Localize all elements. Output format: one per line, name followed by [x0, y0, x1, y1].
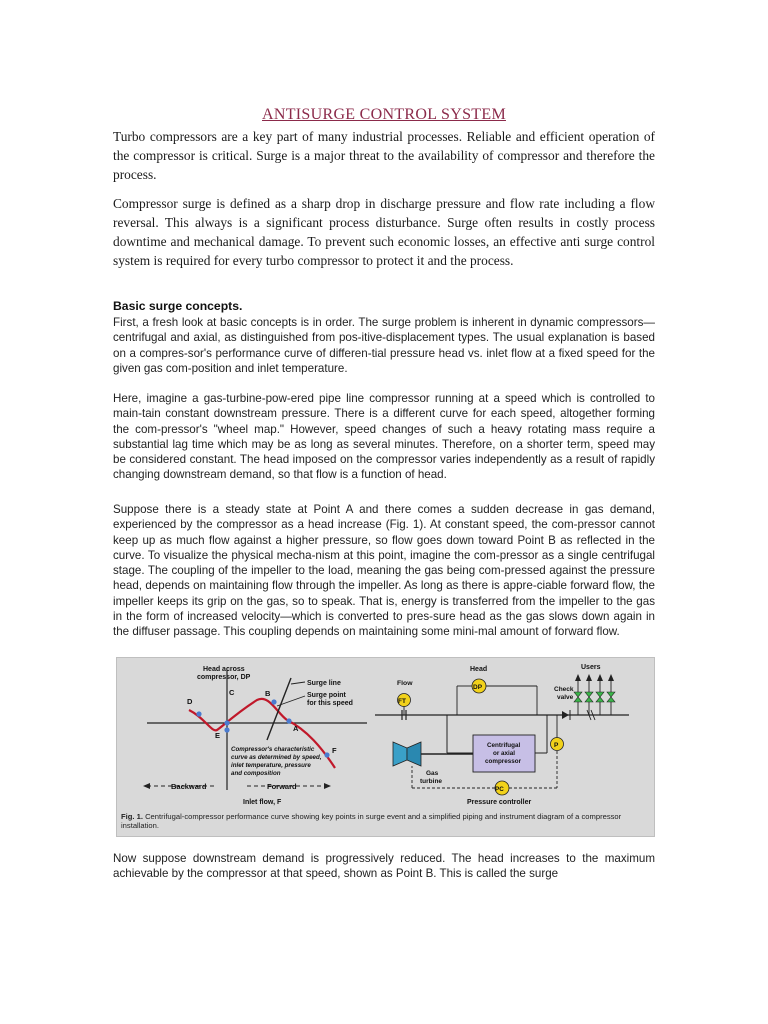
- ft-label: FT: [398, 698, 406, 705]
- point-b-label: B: [265, 689, 271, 698]
- point-e-marker: [224, 727, 229, 732]
- point-f-label: F: [332, 746, 337, 755]
- surge-point-label-2: for this speed: [307, 700, 353, 707]
- body-paragraph-2: Here, imagine a gas-turbine-pow-ered pipe line compressor running at a speed which is controlled to main-tain constant downstream pressure. There is a different curve for each speed, altogether forming the com-pressor's "wheel map." However, speed changes of such a heavy rotating mass require a substantial lag time which may be as long as several minutes. Therefore, on a shorter term, speed may be considered constant. The head imposed on the compressor varies independently as a result of rapidly changing downstream demand, so that flow is a function of head.: [113, 392, 655, 482]
- point-e-label: E: [215, 731, 221, 740]
- user-arrow-icon-3: [597, 674, 603, 681]
- gas-turbine-label-1: Gas: [426, 770, 439, 777]
- gas-turbine-icon: [393, 742, 407, 766]
- intro-paragraph-1: Turbo compressors are a key part of many industrial processes. Reliable and efficient operation of the compressor is critical. Surge is a major threat to the availability of compressor and therefore the process.: [113, 129, 655, 182]
- point-c-marker: [224, 720, 229, 725]
- p-label: P: [554, 742, 559, 749]
- check-valve-label-1: Check: [554, 686, 574, 693]
- user-valve-icon-3: [596, 692, 604, 702]
- gas-turbine-exhaust: [407, 742, 421, 766]
- y-axis-label-2: compressor, DP: [197, 674, 251, 681]
- surge-point-label-1: Surge point: [307, 692, 346, 699]
- forward-label: Forward: [267, 782, 297, 791]
- caption-label: Fig. 1.: [121, 812, 143, 821]
- backward-arrow-icon: [143, 783, 150, 789]
- check-valve-icon: [562, 711, 569, 719]
- users-label: Users: [581, 664, 601, 671]
- forward-arrow-icon: [324, 783, 331, 789]
- user-valve-icon-2: [585, 692, 593, 702]
- x-axis-label: Inlet flow, F: [243, 799, 282, 806]
- body-paragraph-3: Suppose there is a steady state at Point A and there comes a sudden decrease in gas demand, experienced by the compressor as a head increase (Fig. 1). At constant speed, the com-pressor cannot keep up as much flow against a higher pressure, so flow goes down toward Point B as reflected in the curve. To visualize the physical mecha-nism at this point, imagine the com-pressor as a single centrifugal stage. The coupling of the impeller to the load, meaning the gas being com-pressed against the pressure head, depends on maintaining flow through the impeller. As long as there is appre-ciable forward flow, the impeller keeps its grip on the gas, so to speak. That is, energy is transferred from the impeller to the gas in the form of increased velocity—which is converted to pres-sure head as the gas slows down again in the diffuser passage. This coupling depends on maintaining some mini-mal amount of forward flow.: [113, 503, 655, 639]
- piping-diagram-panel: [375, 664, 629, 806]
- point-b-marker: [271, 699, 276, 704]
- point-c-label: C: [229, 688, 235, 697]
- user-valve-icon-1: [574, 692, 582, 702]
- curve-note-3: inlet temperature, pressure: [231, 762, 311, 769]
- surge-point-leader: [277, 696, 305, 706]
- user-arrow-icon-4: [608, 674, 614, 681]
- document-title: ANTISURGE CONTROL SYSTEM: [262, 106, 506, 123]
- curve-note-2: curve as determined by speed,: [231, 754, 322, 761]
- surge-line-label: Surge line: [307, 680, 341, 687]
- curve-note-4: and composition: [231, 770, 281, 777]
- compressor-label-3: compressor: [485, 758, 522, 765]
- point-d-label: D: [187, 697, 193, 706]
- pc-label: PC: [495, 786, 504, 793]
- point-d-marker: [196, 711, 201, 716]
- surge-line-leader: [291, 682, 305, 684]
- figure-caption: [121, 813, 651, 831]
- user-valves: [574, 674, 615, 715]
- closing-paragraph: Now suppose downstream demand is progressively reduced. The head increases to the maximum achievable by the compressor at that speed, shown as Point B. This is called the surge: [113, 852, 655, 881]
- figure-diagram: [117, 658, 654, 836]
- user-valve-icon-4: [607, 692, 615, 702]
- dp-label: DP: [473, 684, 483, 691]
- curve-note-1: Compressor's characteristic: [231, 746, 315, 753]
- check-valve-label-2: valve: [557, 694, 574, 701]
- point-a-marker: [286, 718, 291, 723]
- caption-text: Centrifugal-compressor performance curve showing key points in surge event and a simplified piping and instrument diagram of a compressor installation.: [121, 812, 622, 830]
- user-arrow-icon-1: [575, 674, 581, 681]
- point-a-label: A: [293, 724, 299, 733]
- y-axis-label-1: Head across: [203, 666, 245, 673]
- user-arrow-icon-2: [586, 674, 592, 681]
- body-paragraph-1: First, a fresh look at basic concepts is in order. The surge problem is inherent in dynamic compressors—centrifugal and axial, as distinguished from pos-itive-displacement types. The usual explanation is based on a compres-sor's performance curve of differen-tial pressure head vs. inlet flow at a fixed speed for the given gas com-position and inlet temperature.: [113, 316, 655, 375]
- figure-1: [116, 657, 655, 837]
- surge-line: [267, 678, 291, 740]
- head-label: Head: [470, 666, 488, 673]
- compressor-label-1: Centrifugal: [487, 742, 521, 749]
- intro-paragraph-2: Compressor surge is defined as a sharp drop in discharge pressure and flow rate including a flow reversal. This always is a significant process disturbance. Surge often results in costly process downtime and mechanical damage. To prevent such economic losses, an effective anti surge control system is required for every turbo compressor to protect it and the process.: [113, 196, 655, 268]
- pressure-controller-label: Pressure controller: [467, 799, 532, 806]
- section-heading: Basic surge concepts.: [113, 299, 243, 313]
- backward-label: Backward: [171, 782, 207, 791]
- flow-label: Flow: [397, 680, 413, 687]
- gas-turbine-label-2: turbine: [420, 778, 443, 785]
- performance-curve-panel: [143, 666, 367, 806]
- compressor-label-2: or axial: [493, 750, 516, 757]
- point-f-marker: [324, 752, 329, 757]
